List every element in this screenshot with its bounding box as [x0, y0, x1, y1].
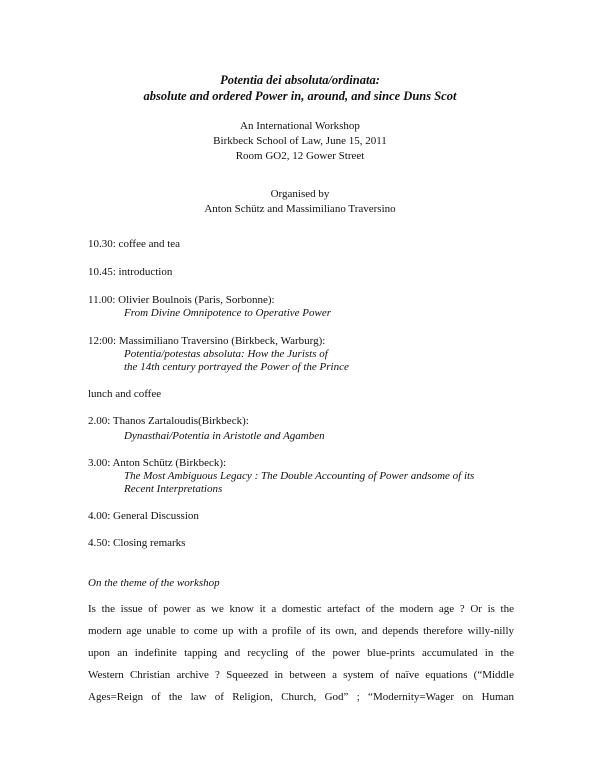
theme-paragraph-line: Ages=Reign of the law of Religion, Church, God” ; “Modernity=Wager on Human: [88, 691, 514, 703]
venue-date: Birkbeck School of Law, June 15, 2011: [213, 135, 387, 147]
theme-paragraph-line: modern age unable to come up with a profile of its own, and depends therefore willy-nilly: [88, 625, 514, 637]
programme-lunch: lunch and coffee: [88, 388, 162, 400]
programme-item-300-title-1: The Most Ambiguous Legacy : The Double Accounting of Power andsome of its: [124, 470, 475, 482]
programme-item-200: 2.00: Thanos Zartaloudis(Birkbeck):: [88, 415, 249, 427]
workshop-type: An International Workshop: [240, 120, 360, 132]
programme-item-1200-title-1: Potentia/potestas absoluta: How the Jurists of: [124, 348, 328, 360]
programme-item-1200: 12:00: Massimiliano Traversino (Birkbeck, Warburg):: [88, 335, 326, 347]
programme-item-1100: 11.00: Olivier Boulnois (Paris, Sorbonne):: [88, 294, 275, 306]
theme-paragraph-line: Western Christian archive ? Squeezed in between a system of naïve equations (“Middle: [88, 669, 514, 681]
programme-item-300-title-2: Recent Interpretations: [124, 483, 223, 495]
programme-item-1100-title: From Divine Omnipotence to Operative Power: [124, 307, 332, 319]
room: Room GO2, 12 Gower Street: [235, 150, 365, 162]
organisers: Anton Schütz and Massimiliano Traversino: [204, 203, 396, 215]
programme-item-300: 3.00: Anton Schütz (Birkbeck):: [88, 457, 227, 469]
programme-item-400: 4.00: General Discussion: [88, 510, 199, 522]
programme-item-1045: 10.45: introduction: [88, 266, 173, 278]
programme-item-1200-title-2: the 14th century portrayed the Power of the Prince: [124, 361, 349, 373]
programme-item-200-title: Dynasthai/Potentia in Aristotle and Agamben: [124, 430, 325, 442]
theme-heading: On the theme of the workshop: [88, 577, 220, 589]
title-line-1: Potentia dei absoluta/ordinata:: [220, 73, 380, 87]
programme-item-1030: 10.30: coffee and tea: [88, 238, 181, 250]
title-line-2: absolute and ordered Power in, around, and since Duns Scot: [143, 89, 457, 103]
theme-paragraph-line: Is the issue of power as we know it a domestic artefact of the modern age ? Or is the: [88, 603, 514, 615]
theme-paragraph-line: upon an indefinite tapping and recycling of the power blue-prints accumulated in the: [88, 647, 514, 659]
programme-item-450: 4.50: Closing remarks: [88, 537, 186, 549]
organised-by-label: Organised by: [270, 188, 330, 200]
